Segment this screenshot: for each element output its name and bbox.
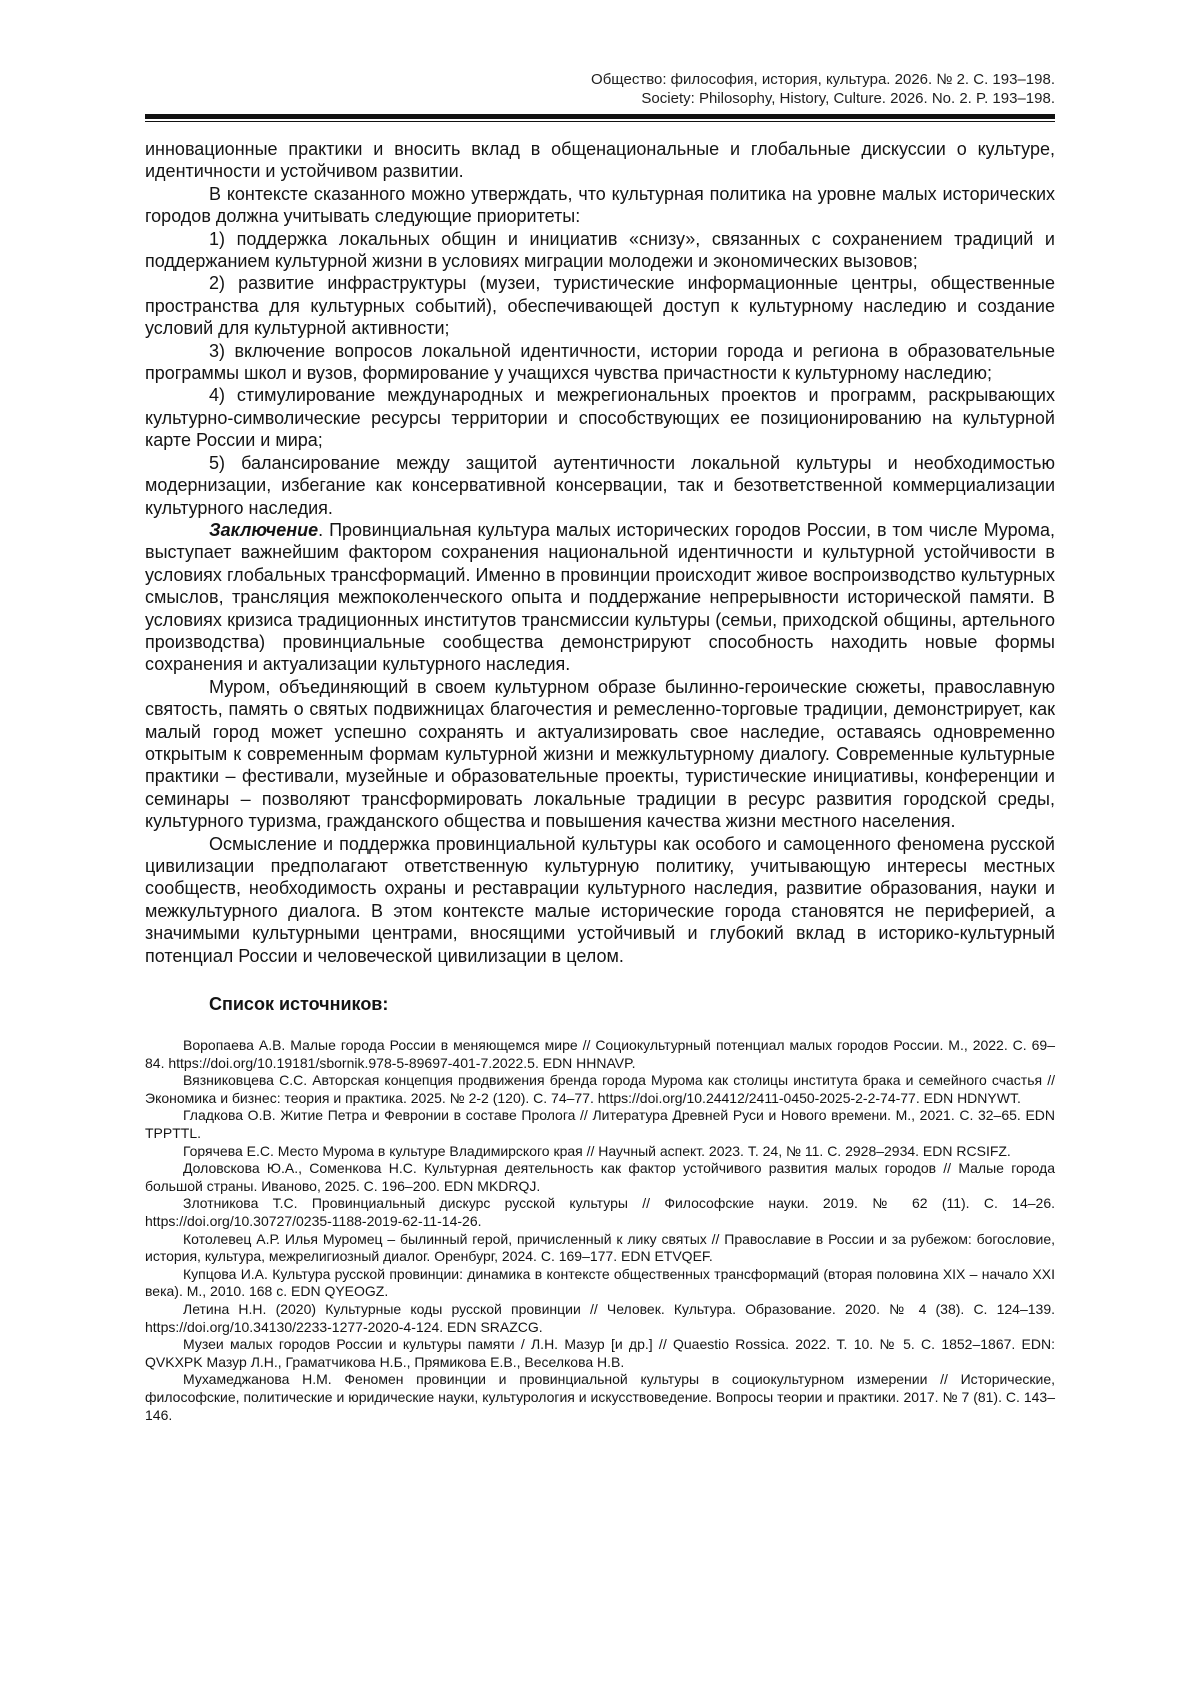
reference-item: Воропаева А.В. Малые города России в меняющемся мире // Социокультурный потенциал малых городов России. М., 2022. С. 69–84. https://doi.org/10.19181/sbornik.978-5-89697-401-7.2022.5. EDN HHNAVP.: [145, 1037, 1055, 1071]
reference-item: Музеи малых городов России и культуры памяти / Л.Н. Мазур [и др.] // Quaestio Rossica. 2022. Т. 10. № 5. С. 1852–1867. EDN: QVKXPK Мазур Л.Н., Граматчикова Н.Б., Прямикова Е.В., Веселкова Н.В.: [145, 1336, 1055, 1370]
running-header-en: Society: Philosophy, History, Culture. 2026. No. 2. P. 193–198.: [641, 90, 1055, 107]
priority-item-2: 2) развитие инфраструктуры (музеи, туристические информационные центры, общественные пространства для культурных событий), обеспечивающей доступ к культурному наследию и создание условий для культурной активности;: [145, 273, 1055, 339]
conclusion-text: . Провинциальная культура малых исторических городов России, в том числе Мурома, выступает важнейшим фактором сохранения национальной идентичности и культурной устойчивости в условиях глобальных трансформаций. Именно в провинции происходит живое воспроизводство культурных смыслов, трансляция межпоколенческого опыта и поддержание непрерывности исторической памяти. В условиях кризиса традиционных институтов трансмиссии культуры (семьи, приходской общины, артельного производства) провинциальные сообщества демонстрируют способность находить новые формы сохранения и актуализации культурного наследия.: [145, 519, 1055, 675]
reference-item: Летина Н.Н. (2020) Культурные коды русской провинции // Человек. Культура. Образование. 2020. № 4 (38). С. 124–139. https://doi.org/10.34130/2233-1277-2020-4-124. EDN SRAZCG.: [145, 1300, 1055, 1335]
reference-item: Гладкова О.В. Житие Петра и Февронии в составе Пролога // Литература Древней Руси и Нового времени. М., 2021. С. 32–65. EDN TPPTTL.: [145, 1107, 1055, 1141]
murom-paragraph: Муром, объединяющий в своем культурном образе былинно-героические сюжеты, православную святость, память о святых подвижницах благочестия и ремесленно-торговые традиции, демонстрирует, как малый город может успешно сохранять и актуализировать свое наследие, оставаясь одновременно открытым к современным формам культурной жизни и межкультурному диалогу. Современные культурные практики – фестивали, музейные и образовательные проекты, туристические инициативы, конференции и семинары – позволяют трансформировать локальные традиции в ресурс развития городской среды, культурного туризма, гражданского общества и повышения качества жизни местного населения.: [145, 676, 1055, 832]
reference-item: Котолевец А.Р. Илья Муромец – былинный герой, причисленный к лику святых // Православие в России и за рубежом: богословие, история, культура, межрелигиозный диалог. Оренбург, 2024. С. 169–177. EDN ETVQEF.: [145, 1230, 1055, 1265]
final-paragraph: Осмысление и поддержка провинциальной культуры как особого и самоценного феномена русской цивилизации предполагают ответственную культурную политику, учитывающую интересы местных сообществ, необходимость охраны и реставрации культурного наследия, развитие образования, науки и межкультурного диалога. В этом контексте малые исторические города становятся не периферией, а значимыми культурными центрами, вносящими устойчивый и глубокий вклад в историко-культурный потенциал России и человеческой цивилизации в целом.: [145, 833, 1055, 966]
reference-item: Доловскова Ю.А., Соменкова Н.С. Культурная деятельность как фактор устойчивого развития малых городов // Малые города большой страны. Иваново, 2025. С. 196–200. EDN MKDRQJ.: [145, 1160, 1055, 1194]
running-header-ru: Общество: философия, история, культура. 2026. № 2. С. 193–198.: [591, 71, 1055, 88]
priority-item-5: 5) балансирование между защитой аутентичности локальной культуры и необходимостью модернизации, избегание как консервативной консервации, так и безответственной коммерциализации культурного наследия.: [145, 452, 1055, 518]
running-header: [145, 70, 1055, 108]
reference-item: Купцова И.А. Культура русской провинции: динамика в контексте общественных трансформаций (вторая половина XIX – начало XXI века). М., 2010. 168 с. EDN QYEOGZ.: [145, 1265, 1055, 1300]
priorities-intro-paragraph: В контексте сказанного можно утверждать, что культурная политика на уровне малых исторических городов должна учитывать следующие приоритеты:: [145, 183, 1055, 227]
reference-item: Горячева Е.С. Место Мурома в культуре Владимирского края // Научный аспект. 2023. Т. 24, № 11. С. 2928–2934. EDN RCSIFZ.: [183, 1142, 1011, 1159]
conclusion-paragraph: [145, 519, 1055, 676]
references-heading: Список источников:: [209, 994, 389, 1015]
priority-item-1: 1) поддержка локальных общин и инициатив «снизу», связанных с сохранением традиций и поддержанием культурной жизни в условиях миграции молодежи и экономических вызовов;: [145, 228, 1055, 272]
priority-item-3: 3) включение вопросов локальной идентичности, истории города и региона в образовательные программы школ и вузов, формирование у учащихся чувства причастности к культурному наследию;: [145, 340, 1055, 384]
reference-item: Мухамеджанова Н.М. Феномен провинции и провинциальной культуры в социокультурном измерении // Исторические, философские, политические и юридические науки, культурология и искусствоведение. Вопросы теории и практики. 2017. № 7 (81). С. 143–146.: [145, 1371, 1055, 1423]
reference-item: Вязниковцева С.С. Авторская концепция продвижения бренда города Мурома как столицы института брака и семейного счастья // Экономика и бизнес: теория и практика. 2025. № 2-2 (120). С. 74–77. https://doi.org/10.24412/2411-0450-2025-2-2-74-77. EDN HDNYWT.: [145, 1072, 1055, 1106]
references-list: [145, 1037, 1055, 1424]
priority-item-4: 4) стимулирование международных и межрегиональных проектов и программ, раскрывающих культурно-символические ресурсы территории и способствующих ее позиционированию на культурной карте России и мира;: [145, 385, 1055, 451]
conclusion-label: Заключение: [209, 519, 319, 540]
continuation-paragraph: инновационные практики и вносить вклад в общенациональные и глобальные дискуссии о культуре, идентичности и устойчивом развитии.: [145, 139, 1055, 182]
article-body: [145, 138, 1055, 967]
journal-page: [145, 70, 1055, 1424]
header-rule: [145, 114, 1055, 122]
reference-item: Злотникова Т.С. Провинциальный дискурс русской культуры // Философские науки. 2019. № 62 (11). С. 14–26. https://doi.org/10.30727/0235-1188-2019-62-11-14-26.: [145, 1195, 1055, 1229]
